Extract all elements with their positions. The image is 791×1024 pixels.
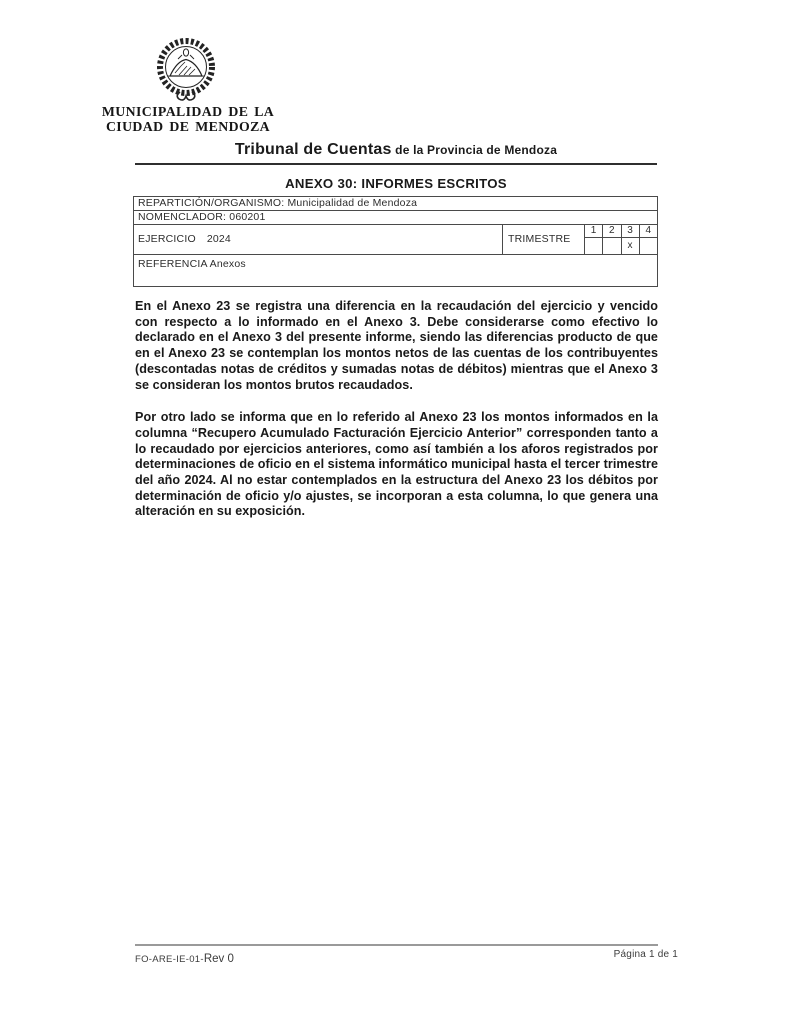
section-heading: ANEXO 30: INFORMES ESCRITOS	[285, 176, 507, 191]
quarter-mark	[585, 238, 602, 254]
quarter-col-4	[640, 225, 657, 254]
document-title	[135, 141, 657, 165]
org-wordmark	[90, 105, 286, 134]
page-footer	[135, 944, 678, 967]
title-sub: de la Provincia de Mendoza	[391, 143, 558, 157]
form-header-table	[133, 196, 658, 287]
table-row-reparticion: REPARTICIÓN/ORGANISMO: Municipalidad de Mendoza	[134, 197, 657, 211]
quarter-col-1	[585, 225, 603, 254]
footer-form-code	[135, 949, 234, 967]
form-code: FO-ARE-IE-01-	[135, 954, 204, 965]
table-row-ejercicio-trimestre	[134, 225, 657, 255]
quarter-number: 2	[603, 225, 620, 238]
quarter-col-2	[603, 225, 621, 254]
title-main: Tribunal de Cuentas	[234, 141, 392, 158]
org-name-line1: MUNICIPALIDAD DE LA	[101, 104, 275, 119]
paragraph-recupero-acumulado: Por otro lado se informa que en lo referido al Anexo 23 los montos informados en la columna “Recupero Acumulado Facturación Ejercicio Anterior” corresponden tanto a lo recaudado por ejercicios anteriores, como así también a los aforos registrados por determinaciones de oficio en el sistema informático municipal hasta el tercer trimestre del año 2024. Al no estar contemplados en la estructura del Anexo 23 los débitos por determinación de oficio y/o ajustes, se incorporan a esta columna, lo que genera una alteración en su exposición.	[135, 410, 658, 519]
page-number: Página 1 de 1	[613, 949, 678, 960]
org-name-line2: CIUDAD DE MENDOZA	[105, 118, 271, 134]
table-row-nomenclador: NOMENCLADOR: 060201	[134, 211, 657, 225]
ejercicio-label: EJERCICIO	[138, 233, 196, 245]
quarter-mark	[640, 238, 657, 254]
trimestre-label: TRIMESTRE	[503, 225, 585, 254]
paragraph-anexo23-diferencia: En el Anexo 23 se registra una diferencia en la recaudación del ejercicio y vencido con respecto a lo informado en el Anexo 3. Debe considerarse como efectivo lo declarado en el Anexo 3 del presente informe, siendo las diferencias producto de que en el Anexo 23 se contemplan los montos netos de las cuentas de los contribuyentes (descontadas notas de créditos y sumadas notas de débitos) mientras que el Anexo 3 se consideran los montos brutos recaudados.	[135, 299, 658, 392]
quarter-number: 4	[640, 225, 657, 238]
form-revision: Rev 0	[203, 953, 234, 965]
quarter-mark-selected: x	[627, 240, 633, 251]
ejercicio-year: 2024	[206, 233, 231, 245]
document-body	[135, 299, 658, 537]
quarter-number: 1	[585, 225, 602, 238]
quarter-grid	[585, 225, 657, 254]
municipal-crest-icon	[147, 35, 225, 107]
table-row-referencia: REFERENCIA Anexos	[138, 258, 246, 270]
ejercicio-cell	[134, 225, 503, 254]
quarter-mark	[603, 238, 620, 254]
quarter-col-3	[622, 225, 640, 254]
quarter-number: 3	[622, 225, 639, 238]
